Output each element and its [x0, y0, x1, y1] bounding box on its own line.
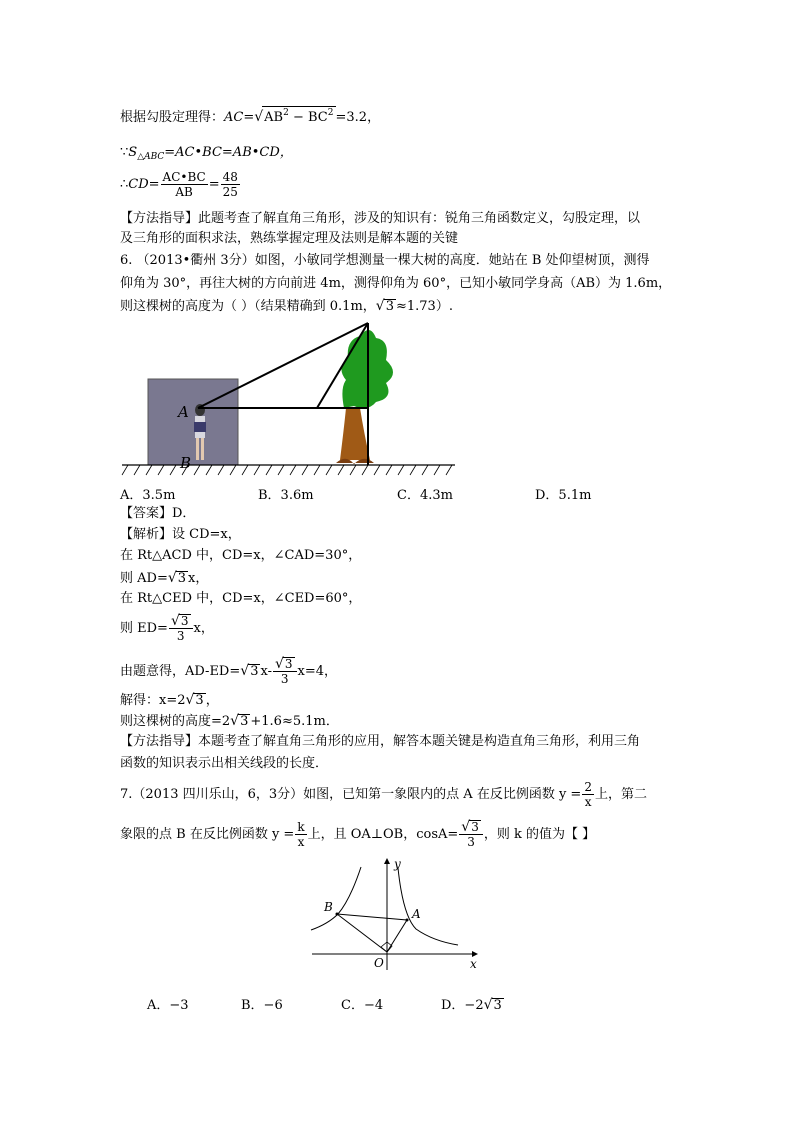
q6-option-c[interactable]: C．4.3m — [397, 488, 453, 503]
method-guide-text: 【方法指导】此题考查了解直角三角形，涉及的知识有：锐角三角函数定义，勾股定理，以 — [120, 211, 641, 226]
curve-second-quadrant — [311, 867, 361, 930]
triangle-OAB — [337, 914, 407, 952]
q6-solution-2: 在 Rt△ACD 中，CD=x，∠CAD=30°， — [120, 548, 362, 563]
y-axis-arrow — [384, 858, 390, 864]
q7-option-d[interactable]: D．−2√3 — [441, 997, 502, 1013]
q7-stem-line1: 7.（2013 四川乐山，6，3分）如图，已知第一象限内的点 A 在反比例函数 y = $\frac{2}{x}$ 上，第二 — [120, 780, 647, 809]
curve-first-quadrant — [398, 868, 458, 945]
area-relation-line: $\because S_{\triangle ABC}=AC•BC=AB•CD$， — [120, 145, 293, 162]
q6-option-d[interactable]: D．5.1m — [535, 488, 592, 503]
q7-coordinate-figure — [308, 856, 480, 972]
q7-option-c[interactable]: C．−4 — [341, 998, 384, 1013]
label-A: A — [178, 403, 189, 421]
cd-fraction-line: ∴CD= $\frac{AC•BC}{AB}$ = $\frac{48}{25}$ — [120, 170, 238, 199]
q6-tree-figure — [118, 318, 463, 478]
q6-stem-line2: 仰角为 30°，再往大树的方向前进 4m，测得仰角为 60°，已知小敏同学身高（AB）为 1.6m， — [120, 276, 672, 291]
label-x: x — [470, 957, 477, 971]
ground-hatching — [122, 465, 452, 475]
q6-solution-6: 由题意得，AD-ED=√3 x- $\frac{√3}{3}$ x=4， — [120, 656, 338, 686]
method-guide-text-cont: 及三角形的面积求法，熟练掌握定理及法则是解本题的关键 — [120, 231, 459, 246]
q6-solution-7: 解得：x=2√3 ， — [120, 692, 219, 708]
q6-option-a[interactable]: A．3.5m — [120, 488, 176, 503]
q7-stem-line2: 象限的点 B 在反比例函数 y = $\frac{k}{x}$ 上，且 OA⊥OB，cosA= $\frac{√3}{3}$ ，则 k 的值为【 】 — [120, 819, 596, 849]
q6-method-guide: 【方法指导】本题考查了解直角三角形的应用，解答本题关键是构造直角三角形，利用三角 — [120, 734, 641, 749]
label-B: B — [180, 454, 192, 472]
q6-stem-line3: 则这棵树的高度为（ ）（结果精确到 0.1m，√3 ≈1.73）. — [120, 298, 453, 314]
label-O: O — [374, 956, 384, 970]
q6-stem-line1: 6. （2013•衢州 3分）如图，小敏同学想测量一棵大树的高度．她站在 B 处仰望树顶，测得 — [120, 253, 650, 268]
q6-solution-3: 则 AD=√3 x， — [120, 570, 209, 586]
q6-solution-8: 则这棵树的高度=2√3 +1.6≈5.1m． — [120, 713, 339, 729]
ac-formula-line: 根据勾股定理得：$AC=√AB^2 - BC^2 =3.2$， — [120, 108, 381, 125]
q7-option-b[interactable]: B．−6 — [241, 998, 283, 1013]
label-B: B — [324, 900, 333, 914]
q6-option-b[interactable]: B．3.6m — [258, 488, 314, 503]
label-y: y — [394, 857, 401, 871]
label-A: A — [412, 907, 421, 921]
q7-option-a[interactable]: A．−3 — [147, 998, 189, 1013]
q6-solution-5: 则 ED= $\frac{√3}{3}$ x， — [120, 613, 214, 643]
q6-method-guide-cont: 函数的知识表示出相关线段的长度． — [120, 756, 329, 771]
q6-solution-4: 在 Rt△CED 中，CD=x，∠CED=60°， — [120, 591, 362, 606]
tree-figure — [336, 330, 393, 464]
photo-box — [148, 379, 238, 465]
q6-answer: 【答案】D． — [120, 506, 196, 521]
q6-solution-1: 【解析】设 CD=x， — [120, 527, 241, 542]
